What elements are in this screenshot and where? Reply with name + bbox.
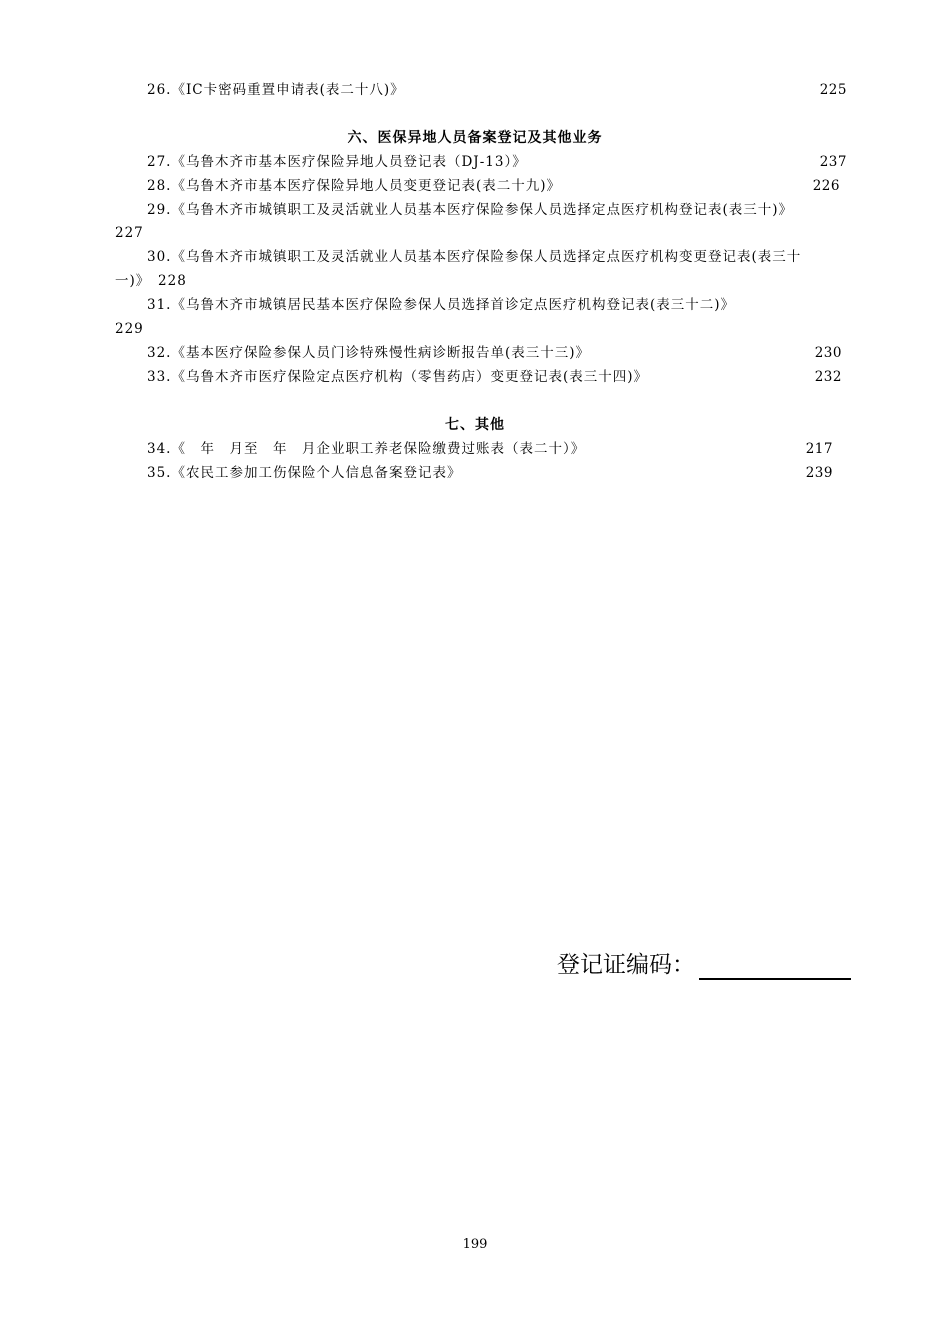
toc-entry-text: 27.《乌鲁木齐市基本医疗保险异地人员登记表（DJ-13）》 <box>147 154 527 170</box>
toc-entry-page: 230 <box>814 345 842 361</box>
toc-entry-text: 32.《基本医疗保险参保人员门诊特殊慢性病诊断报告单(表三十三)》 <box>147 345 591 361</box>
toc-entry-page: 225 <box>819 82 847 98</box>
toc-entry-29-line1: 29.《乌鲁木齐市城镇职工及灵活就业人员基本医疗保险参保人员选择定点医疗机构登记表(表三十)》 <box>147 202 794 218</box>
toc-entry-31-line1: 31.《乌鲁木齐市城镇居民基本医疗保险参保人员选择首诊定点医疗机构登记表(表三十二)》 <box>147 297 736 313</box>
section-heading-7: 七、其他 <box>445 417 505 433</box>
registration-code <box>557 950 851 980</box>
toc-entry-26 <box>147 80 847 100</box>
registration-code-blank <box>699 956 851 980</box>
toc-entry-33 <box>147 367 847 387</box>
toc-entry-text: 28.《乌鲁木齐市基本医疗保险异地人员变更登记表(表二十九)》 <box>147 178 562 194</box>
toc-entry-30-line2: 一)》 228 <box>115 273 187 289</box>
toc-entry-text: 33.《乌鲁木齐市医疗保险定点医疗机构（零售药店）变更登记表(表三十四)》 <box>147 369 649 385</box>
toc-entry-31-line2: 229 <box>115 321 144 337</box>
toc-entry-page: 232 <box>814 369 842 385</box>
toc-entry-35 <box>147 463 847 483</box>
page-number: 199 <box>462 1237 488 1252</box>
toc-entry-34 <box>147 439 847 459</box>
toc-entry-page: 237 <box>819 154 847 170</box>
toc-entry-text: 26.《IC卡密码重置申请表(表二十八)》 <box>147 82 405 98</box>
toc-entry-32 <box>147 343 847 363</box>
toc-entry-text: 34.《 年 月至 年 月企业职工养老保险缴费过账表（表二十）》 <box>147 441 586 457</box>
toc-entry-page: 226 <box>812 178 840 194</box>
section-heading-6: 六、医保异地人员备案登记及其他业务 <box>347 130 603 146</box>
toc-entry-27 <box>147 152 847 172</box>
toc-entry-page: 239 <box>805 465 833 481</box>
toc-entry-30-line1: 30.《乌鲁木齐市城镇职工及灵活就业人员基本医疗保险参保人员选择定点医疗机构变更登记表(表三十 <box>147 249 802 265</box>
registration-code-label: 登记证编码： <box>557 952 695 978</box>
toc-entry-29-line2: 227 <box>115 225 144 241</box>
toc-entry-page: 217 <box>805 441 833 457</box>
toc-entry-28 <box>147 176 847 196</box>
toc-entry-text: 35.《农民工参加工伤保险个人信息备案登记表》 <box>147 465 462 481</box>
